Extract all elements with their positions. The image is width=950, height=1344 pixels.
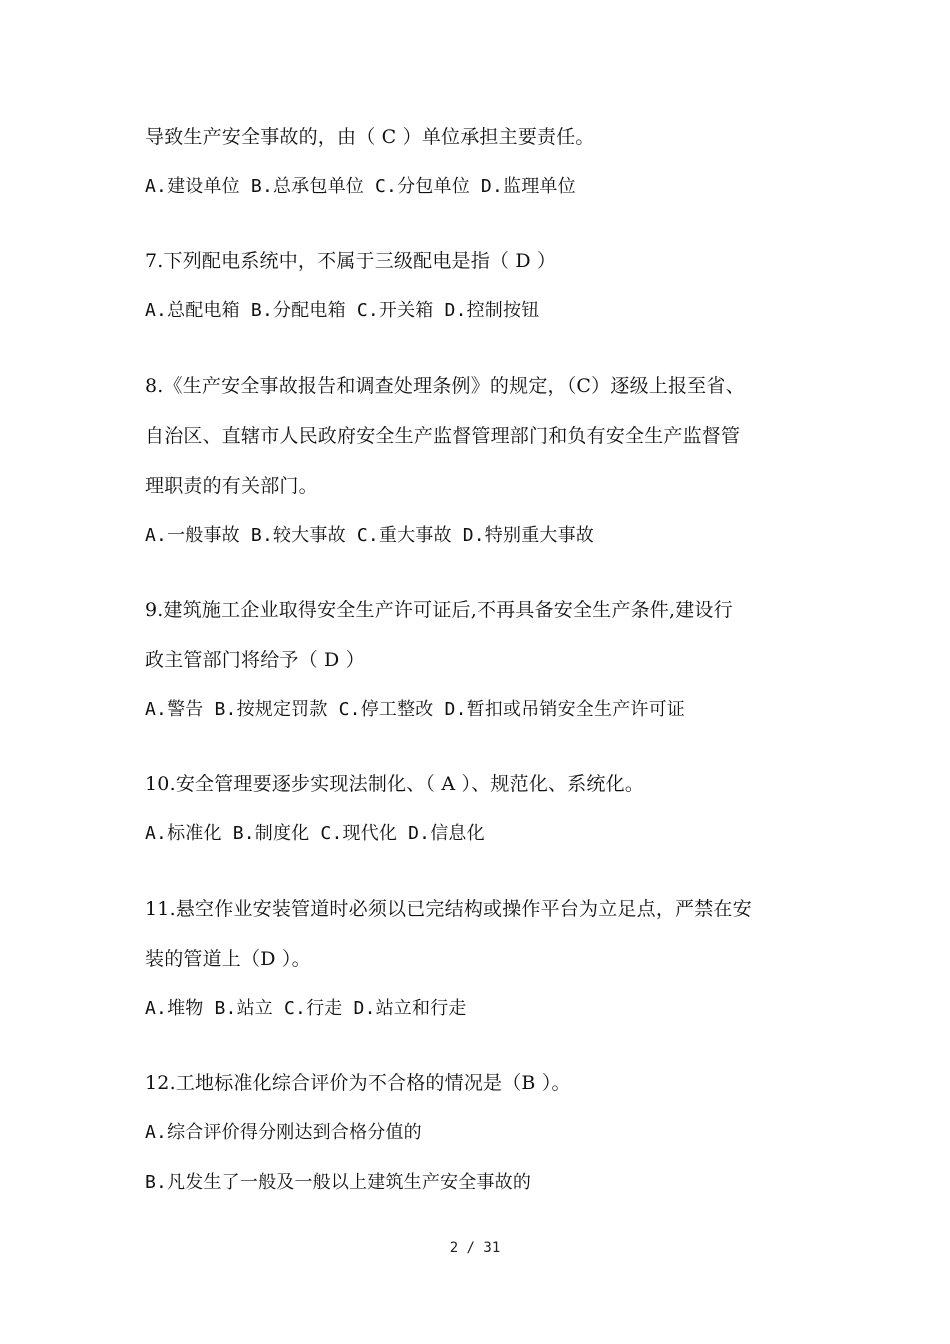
question-line: 10.安全管理要逐步实现法制化、（ A ）、规范化、系统化。 [145, 773, 645, 795]
question-line: 政主管部门将给予（ D ） [145, 649, 365, 671]
option-line: A.一般事故 B.较大事故 C.重大事故 D.特别重大事故 [145, 525, 595, 546]
option-line: A.警告 B.按规定罚款 C.停工整改 D.暂扣或吊销安全生产许可证 [145, 699, 686, 720]
question-line: 12.工地标准化综合评价为不合格的情况是（B ）。 [145, 1072, 571, 1094]
question-line: 7.下列配电系统中，不属于三级配电是指（ D ） [145, 250, 557, 272]
question-line: 装的管道上（D ）。 [145, 948, 311, 970]
option-line: A.堆物 B.站立 C.行走 D.站立和行走 [145, 998, 467, 1019]
option-line: A.标准化 B.制度化 C.现代化 D.信息化 [145, 823, 485, 844]
option-line: B.凡发生了一般及一般以上建筑生产安全事故的 [145, 1172, 532, 1193]
question-line: 11.悬空作业安装管道时必须以已完结构或操作平台为立足点，严禁在安 [145, 898, 752, 920]
question-line: 自治区、直辖市人民政府安全生产监督管理部门和负有安全生产监督管 [145, 425, 741, 447]
text-line: 导致生产安全事故的，由（ C ）单位承担主要责任。 [145, 126, 595, 148]
question-line: 理职责的有关部门。 [145, 475, 318, 497]
option-line: A.综合评价得分刚达到合格分值的 [145, 1122, 422, 1143]
question-line: 8.《生产安全事故报告和调查处理条例》的规定，（C）逐级上报至省、 [145, 375, 745, 397]
option-line: A.建设单位 B.总承包单位 C.分包单位 D.监理单位 [145, 176, 576, 197]
question-line: 9.建筑施工企业取得安全生产许可证后,不再具备安全生产条件,建设行 [145, 599, 733, 621]
page-number: 2 / 31 [449, 1240, 501, 1256]
option-line: A.总配电箱 B.分配电箱 C.开关箱 D.控制按钮 [145, 300, 540, 321]
